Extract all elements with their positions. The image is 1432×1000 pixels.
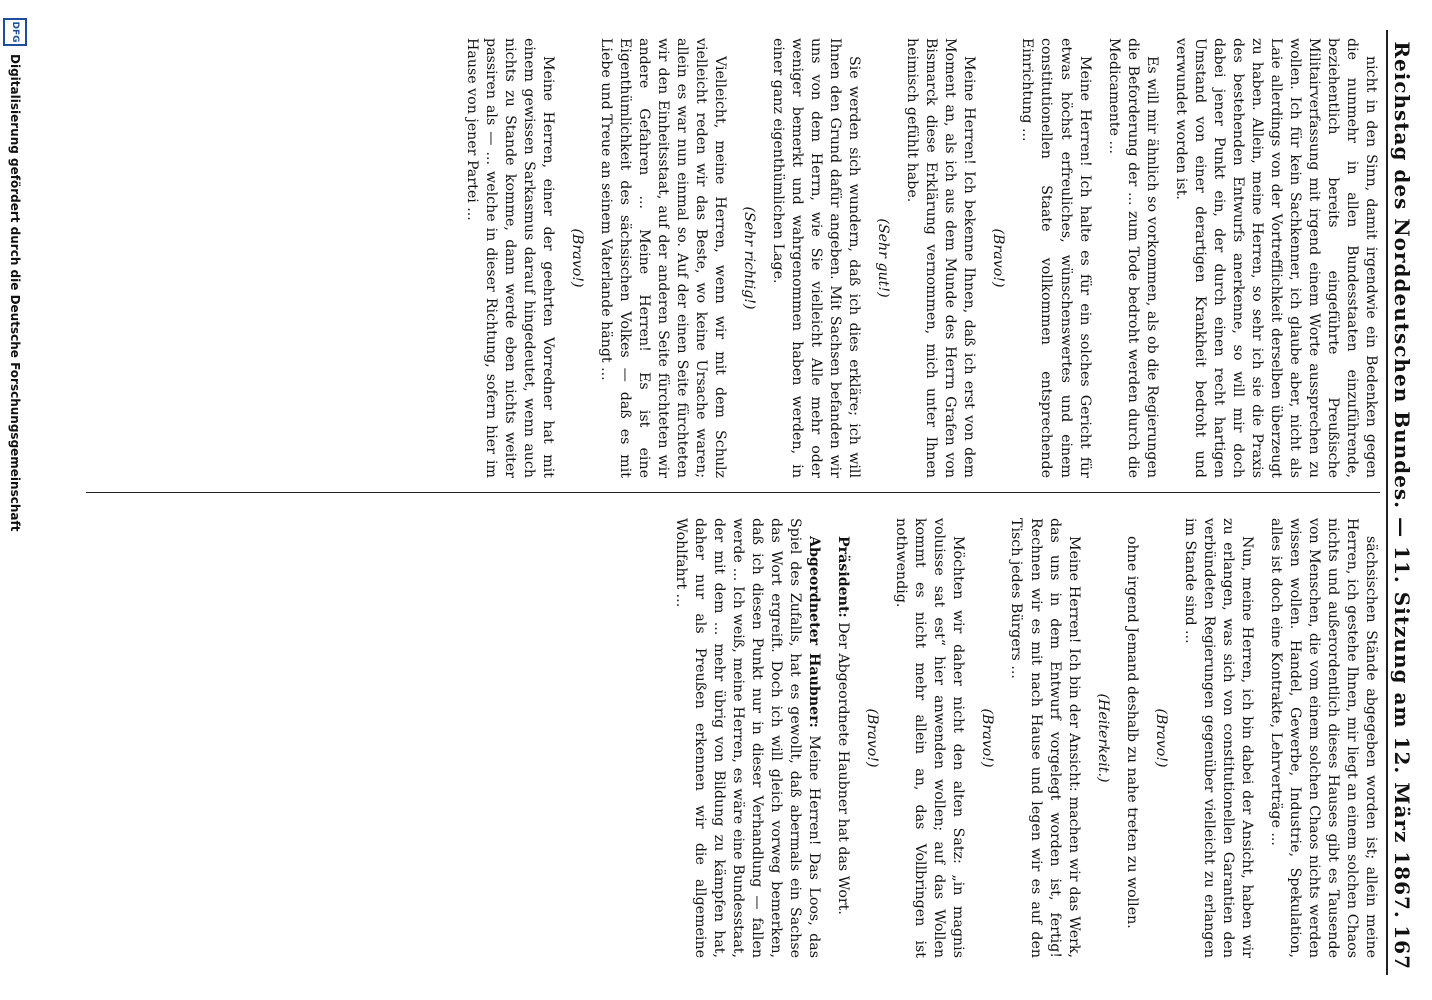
paragraph: sächsischen Stände abgegeben worden ist; allein meine Herren, ich gestehe Ihnen, mir liegt an einem solchen Chaos nichts und außerordentlich dieses Hauses gibt es Tausende von Menschen, die vom einem solchen Chaos nichts werden wissen wollen. Handel, Gewerbe, Industrie, Spekulation, alles ist doch eine Kontrakte, Lehrverträge ...: [1267, 518, 1379, 958]
left-column: [86, 38, 1380, 478]
digitization-credit: [0, 0, 30, 1000]
paragraph: Möchten wir daher nicht den alten Satz: „in magnis voluisse sat est“ hier anwenden wollen; auf das Wollen kommt es nicht mehr allein an, das Vollbringen ist nothwendig.: [893, 518, 967, 958]
stage-direction: (Bravo!): [979, 708, 996, 768]
paragraph: Meine Herren! Ich bekenne Ihnen, daß ich erst von dem Moment an, als ich aus dem Munde des Herrn Grafen von Bismarck diese Erklärung vernommen, mich unter Ihnen heimisch gefühlt habe.: [904, 38, 978, 478]
page-header: [1390, 35, 1424, 970]
paragraph: Es will mir ähnlich so vorkommen, als ob die Regierungen die Beforderung der ... zum Tode bedroht werden durch die Medicamente ...: [1105, 38, 1160, 478]
running-title: Reichstag des Norddeutschen Bundes. — 11. Sitzung am 12. März 1867.: [1390, 41, 1414, 919]
speaker-text: Meine Herren! Das Loos, das Spiel des Zufalls, hat es gewollt, daß abermals ein Sachse das Wort ergreift. Doch ich will gleich vorweg bemerken, daß ich diesen Punkt nur in dieser Verhandlung — fallen werde ... Ich weiß, meine Herren, es wäre eine Bundesstaat, der mit dem ... mehr übrig von Bildung zu kämpfen hat, daher nur als Preußen erkennen wir die allgemeine Wohlfahrt ...: [673, 518, 823, 958]
paragraph: Meine Herren! Ich bin der Ansicht: machen wir das Werk, das uns in dem Entwurf vorgelegt worden ist, fertig! Rechnen wir es mit nach Hause und legen wir es auf den Tisch jedes Bürgers ...: [1008, 518, 1082, 958]
speaker-line: [833, 518, 852, 958]
paragraph: Nun, meine Herren, ich bin dabei der Ansicht, haben wir zu erlangen, was sich von constitutionellen Garantien den verbündeten Regierungen gegenüber vielleicht zu erlangen im Stande sind ...: [1181, 518, 1255, 958]
paragraph: Meine Herren! Ich halte es für ein solches Gericht für etwas höchst erfreuliches, wünschenswertes und einem constitutionellen Staate vollkommen entsprechende Einrichtung ...: [1019, 38, 1093, 478]
column-divider: [86, 492, 1380, 493]
stage-direction: (Bravo!): [864, 708, 881, 768]
paragraph: nicht in den Sinn, damit irgendwie ein Bedenken gegen die nunmehr in allen Bundesstaaten einzuführende, beziehentlich bereits eingeführte Preußische Militairverfassung mit irgend einem Worte aussprechen zu wollen. Ich für kein Sachkenner, ich glaube aber, nicht als Laie allerdings von der Vortrefflichkeit derselben überzeugt zu haben. Allein, meine Herren, so sehr ich sie die Praxis des bestehenden Entwurfs anerkenne, so will mir doch dabei jener Punkt ein, der durch einen recht hartigen Umstand von einer derartigen Krankheit bedroht und verwundet worden ist.: [1172, 38, 1379, 478]
paragraph: Sie werden sich wundern, daß ich dies erkläre; ich will Ihnen den Grund dafür angeben. Mit Sachsen befanden wir uns von dem Herrn, wie Sie vielleicht Alle mehr oder weniger bemerkt und wahrgenommen haben werden, in einer ganz eigenthümlichen Lage.: [770, 38, 863, 478]
stage-direction: (Bravo!): [990, 228, 1007, 288]
stage-direction: (Bravo!): [568, 228, 585, 288]
dfg-logo-icon: DFG: [3, 18, 27, 46]
speaker-text: Der Abgeordnete Haubner hat das Wort.: [835, 622, 852, 915]
speaker-name: Abgeordneter Haubner:: [806, 536, 823, 728]
paragraph: Vielleicht, meine Herren, wenn wir mit dem Schulz vielleicht reden wir das Beste, wo keine Ursache waren; allein es war nun einmal so. Auf der einen Seite fürchteten wir den Einheitsstaat, auf der anderen Seite fürchteten wir andere Gefahren ... Meine Herren! Es ist eine Eigenthümlichkeit des sächsischen Volkes — daß es mit Liebe und Treue an seinem Vaterlande hängt ...: [597, 38, 729, 478]
header-rule: [1386, 30, 1388, 975]
stage-direction: (Sehr richtig!): [741, 206, 758, 310]
stage-direction: (Bravo!): [1152, 708, 1169, 768]
speaker-name: Präsident:: [835, 536, 852, 618]
speaker-line: [671, 518, 823, 958]
page-number: 167: [1390, 925, 1414, 970]
right-column: [86, 518, 1380, 958]
credit-text: Digitalisierung gefördert durch die Deutsche Forschungsgemeinschaft: [8, 54, 22, 532]
paragraph: ohne irgend Jemand deshalb zu nahe treten zu wollen.: [1123, 536, 1140, 929]
stage-direction: (Sehr gut!): [875, 218, 892, 298]
paragraph: Meine Herren, einer der geehrten Vorredner hat mit einem gewissen Sarkasmus darauf hingedeutet, wenn auch nichts zu Stande komme, dann werde eben nichts weiter passiren als — ... welche in dieser Richtung, sofern hier im Hause von jener Partei ...: [463, 38, 556, 478]
stage-direction: (Heiterkeit.): [1094, 693, 1111, 783]
